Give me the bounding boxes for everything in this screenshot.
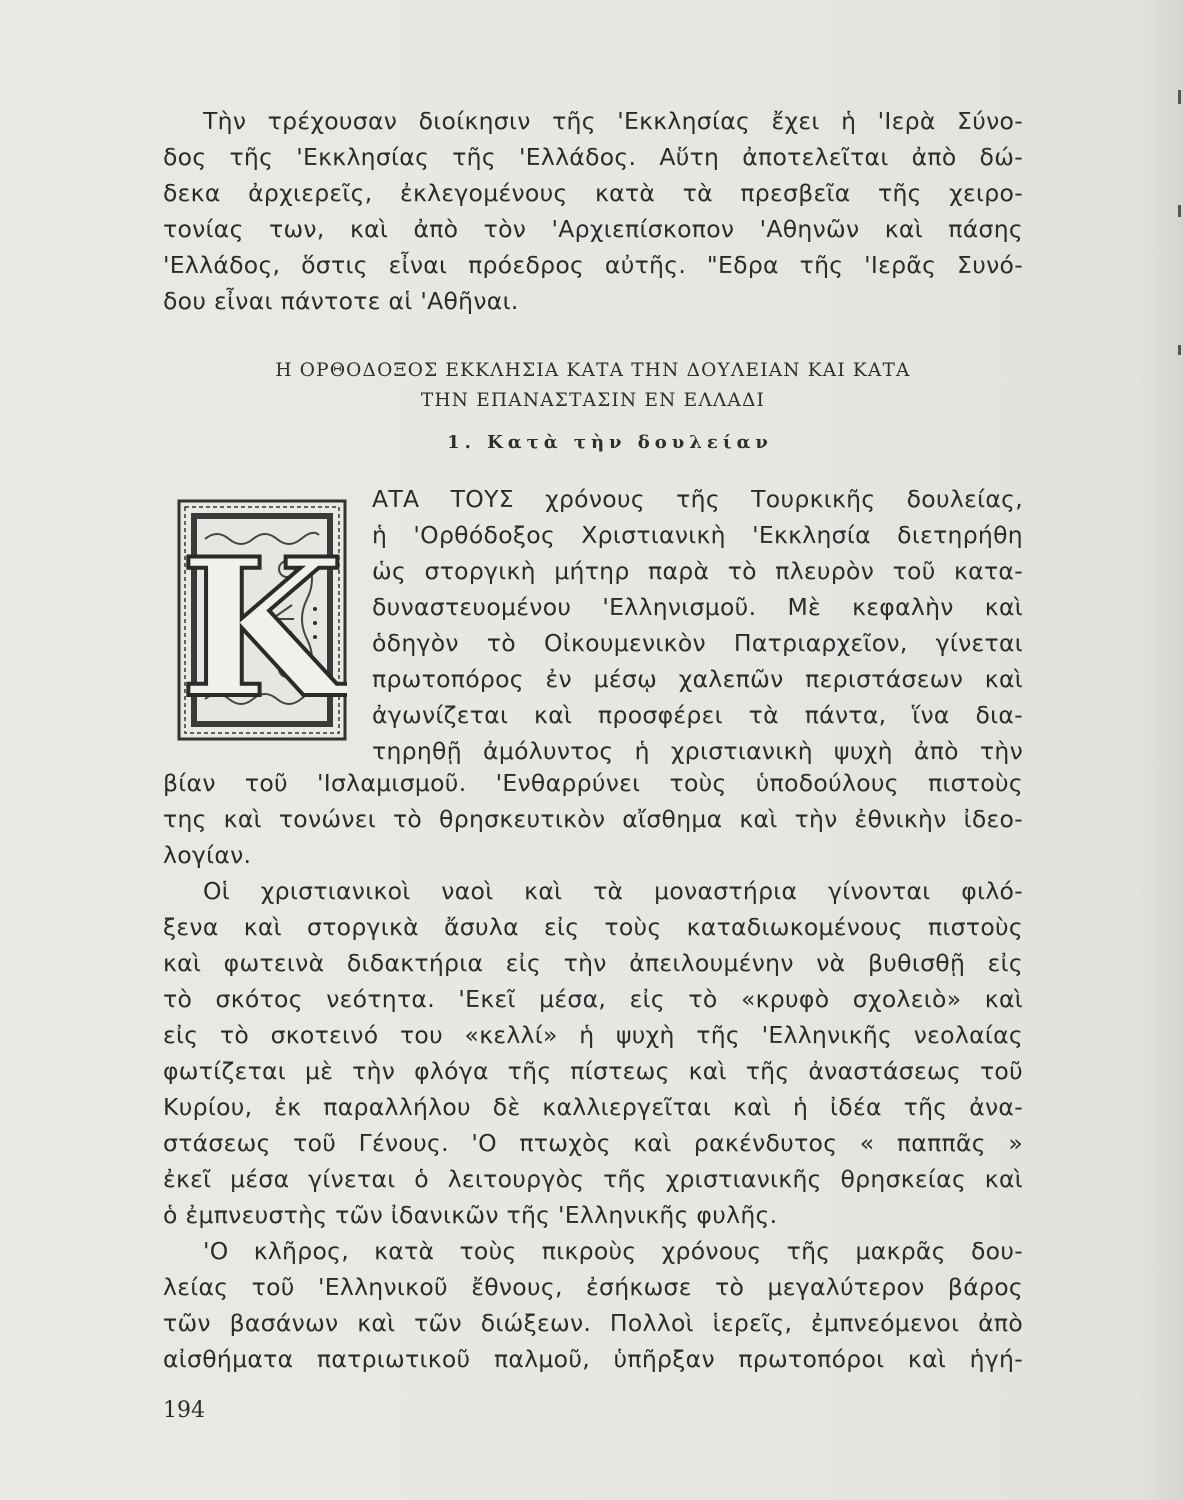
text-line: φωτίζεται μὲ τὴν φλόγα τῆς πίστεως καὶ τῆς ἀναστάσεως τοῦ [163, 1057, 1023, 1085]
page-number: 194 [163, 1398, 205, 1423]
text-line: ΑΤΑ ΤΟΥΣ χρόνους τῆς Τουρκικῆς δουλείας, [372, 485, 1023, 513]
text-line: 'Ο κλῆρος, κατὰ τοὺς πικροὺς χρόνους τῆς μακρᾶς δου- [203, 1237, 1023, 1265]
text-line: της καὶ τονώνει τὸ θρησκευτικὸν αἴσθημα καὶ τὴν ἐθνικὴν ἰδεο- [163, 805, 1023, 833]
text-line: ἡ 'Ορθόδοξος Χριστιανικὴ 'Εκκλησία διετηρήθη [372, 521, 1023, 549]
text-line: ὁδηγὸν τὸ Οἰκουμενικὸν Πατριαρχεῖον, γίνεται [372, 629, 1023, 657]
text-line: τηρηθῇ ἀμόλυντος ἡ χριστιανικὴ ψυχὴ ἀπὸ τὴν [372, 737, 1023, 765]
text-line: ἐκεῖ μέσα γίνεται ὁ λειτουργὸς τῆς χριστιανικῆς θρησκείας καὶ [163, 1165, 1023, 1193]
text-line: δεκα ἀρχιερεῖς, ἐκλεγομένους κατὰ τὰ πρεσβεῖα τῆς χειρο- [163, 179, 1023, 207]
text-line: δου εἶναι πάντοτε αἱ 'Αθῆναι. [163, 287, 519, 315]
text-line: αἰσθήματα πατριωτικοῦ παλμοῦ, ὑπῆρξαν πρωτοπόροι καὶ ἡγή- [163, 1345, 1023, 1373]
text-line: Κυρίου, ἐκ παραλλήλου δὲ καλλιεργεῖται καὶ ἡ ἰδέα τῆς ἀνα- [163, 1093, 1023, 1121]
text-line: ὁ ἐμπνευστὴς τῶν ἰδανικῶν τῆς 'Ελληνικῆς φυλῆς. [163, 1201, 778, 1229]
ornamental-dropcap-k [177, 499, 347, 741]
text-line: εἰς τὸ σκοτεινό του «κελλί» ἡ ψυχὴ τῆς 'Ελληνικῆς νεολαίας [163, 1021, 1023, 1049]
text-line: Οἱ χριστιανικοὶ ναοὶ καὶ τὰ μοναστήρια γίνονται φιλό- [203, 877, 1023, 905]
text-line: βίαν τοῦ 'Ισλαμισμοῦ. 'Ενθαρρύνει τοὺς ὑποδούλους πιστοὺς [163, 769, 1023, 797]
text-line: τὸ σκότος νεότητα. 'Εκεῖ μέσα, εἰς τὸ «κρυφὸ σχολειὸ» καὶ [163, 985, 1023, 1013]
text-line: λογίαν. [163, 841, 252, 869]
text-line: ξενα καὶ στοργικὰ ἄσυλα εἰς τοὺς καταδιωκομένους πιστοὺς [163, 913, 1023, 941]
binding-edge-mark [1178, 205, 1181, 217]
text-line: στάσεως τοῦ Γένους. 'Ο πτωχὸς καὶ ρακένδυτος « παππᾶς » [163, 1129, 1023, 1157]
section-heading-line-1: Η ΟΡΘΟΔΟΞΟΣ ΕΚΚΛΗΣΙΑ ΚΑΤΑ ΤΗΝ ΔΟΥΛΕΙΑΝ ΚΑΙ ΚΑΤΑ [275, 360, 911, 381]
text-line: δυναστευομένου 'Ελληνισμοῦ. Μὲ κεφαλὴν καὶ [372, 593, 1023, 621]
text-line: τονίας των, καὶ ἀπὸ τὸν 'Αρχιεπίσκοπον 'Αθηνῶν καὶ πάσης [163, 215, 1023, 243]
text-line: 'Ελλάδος, ὅστις εἶναι πρόεδρος αὐτῆς. "Εδρα τῆς 'Ιερᾶς Συνό- [163, 251, 1023, 279]
binding-edge-mark [1178, 90, 1181, 104]
text-line: τῶν βασάνων καὶ τῶν διώξεων. Πολλοὶ ἱερεῖς, ἐμπνεόμενοι ἀπὸ [163, 1309, 1023, 1337]
text-line: καὶ φωτεινὰ διδακτήρια εἰς τὴν ἀπειλουμένην νὰ βυθισθῇ εἰς [163, 949, 1023, 977]
dropcap-letter: K [179, 517, 345, 740]
text-line: πρωτοπόρος ἐν μέσῳ χαλεπῶν περιστάσεων καὶ [372, 665, 1023, 693]
text-line: δος τῆς 'Εκκλησίας τῆς 'Ελλάδος. Αὕτη ἀποτελεῖται ἀπὸ δώ- [163, 143, 1023, 171]
binding-edge-mark [1178, 345, 1181, 355]
text-line: ἀγωνίζεται καὶ προσφέρει τὰ πάντα, ἵνα δια- [372, 701, 1023, 729]
text-line: λείας τοῦ 'Ελληνικοῦ ἔθνους, ἐσήκωσε τὸ μεγαλύτερον βάρος [163, 1273, 1023, 1301]
section-heading-line-2: ΤΗΝ ΕΠΑΝΑΣΤΑΣΙΝ ΕΝ ΕΛΛΑΔΙ [420, 390, 766, 411]
text-line: Τὴν τρέχουσαν διοίκησιν τῆς 'Εκκλησίας ἔχει ἡ 'Ιερὰ Σύνο- [203, 107, 1023, 135]
subheading: 1. Κατὰ τὴν δουλείαν [447, 432, 773, 453]
text-line: ὡς στοργικὴ μήτηρ παρὰ τὸ πλευρὸν τοῦ κατα- [372, 557, 1023, 585]
